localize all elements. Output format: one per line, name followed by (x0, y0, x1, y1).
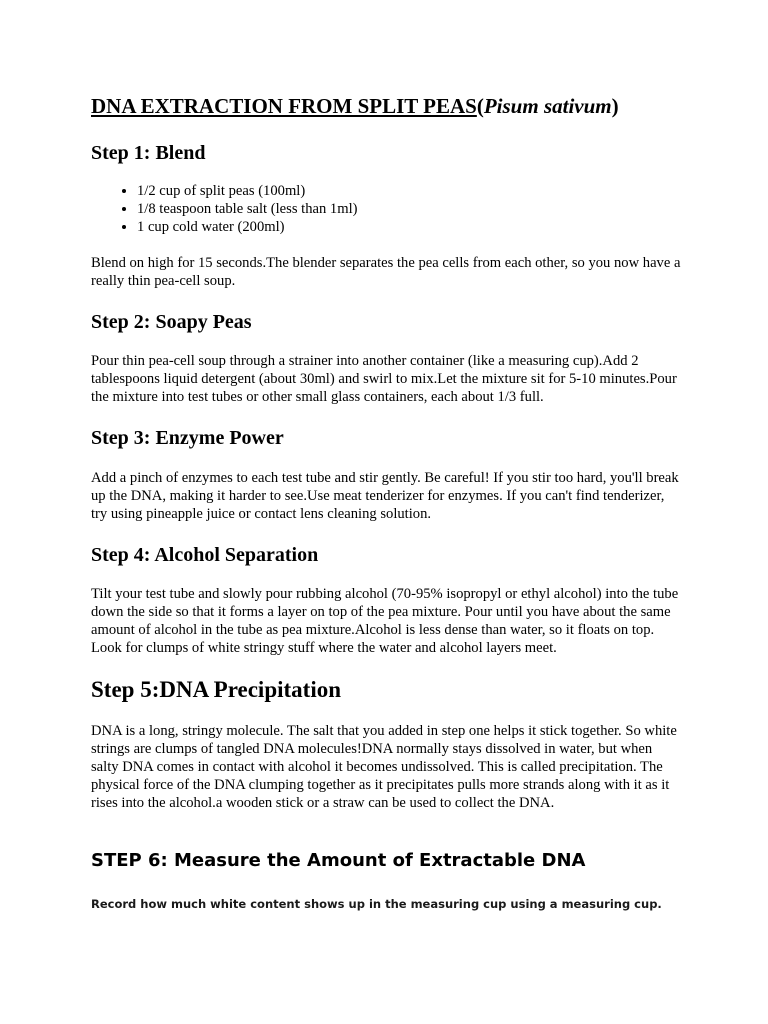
ingredient-list (109, 182, 357, 236)
step-5-heading: Step 5:DNA Precipitation (91, 677, 342, 702)
ingredient-item: • 1 cup cold water (200ml) (137, 218, 357, 236)
step-6-body: Record how much white content shows up in the measuring cup using a measuring cup. (91, 897, 662, 911)
document-title (91, 93, 619, 119)
title-close-paren: ) (611, 94, 619, 118)
ingredient-item: • 1/8 teaspoon table salt (less than 1ml) (137, 200, 357, 218)
step-1-body: Blend on high for 15 seconds.The blender separates the pea cells from each other, so you now have a really thin pea-cell soup. (91, 255, 681, 289)
title-species-name: Pisum sativum (483, 94, 612, 118)
title-main: DNA EXTRACTION FROM SPLIT PEAS (91, 94, 477, 118)
title-open-paren: ( (476, 94, 484, 118)
step-2-heading: Step 2: Soapy Peas (91, 311, 252, 333)
step-1-heading: Step 1: Blend (91, 142, 206, 164)
step-6-heading: STEP 6: Measure the Amount of Extractable DNA (91, 850, 586, 871)
step-4-body: Tilt your test tube and slowly pour rubbing alcohol (70-95% isopropyl or ethyl alcohol) into the tube down the side so that it forms a layer on top of the pea mixture. Pour until you have about the same amount of alcohol in the tube as pea mixture.Alcohol is less dense than water, so it floats on top. Look for clumps of white stringy stuff where the water and alcohol layers meet. (91, 586, 679, 656)
step-2-body: Pour thin pea-cell soup through a strainer into another container (like a measuring cup).Add 2 tablespoons liquid detergent (about 30ml) and swirl to mix.Let the mixture sit for 5-10 minutes.Pour the mixture into test tubes or other small glass containers, each about 1/3 full. (91, 353, 677, 405)
step-3-heading: Step 3: Enzyme Power (91, 427, 284, 449)
step-4-heading: Step 4: Alcohol Separation (91, 544, 319, 566)
ingredient-item: • 1/2 cup of split peas (100ml) (137, 182, 357, 200)
step-3-body: Add a pinch of enzymes to each test tube and stir gently. Be careful! If you stir too hard, you'll break up the DNA, making it harder to see.Use meat tenderizer for enzymes. If you can't find tenderizer, try using pineapple juice or contact lens cleaning solution. (91, 470, 679, 522)
step-5-body: DNA is a long, stringy molecule. The salt that you added in step one helps it stick together. So white strings are clumps of tangled DNA molecules!DNA normally stays dissolved in water, but when salty DNA comes in contact with alcohol it becomes undissolved. This is called precipitation. The physical force of the DNA clumping together as it precipitates pulls more strands along with it as it rises into the alcohol.a wooden stick or a straw can be used to collect the DNA. (91, 723, 677, 811)
